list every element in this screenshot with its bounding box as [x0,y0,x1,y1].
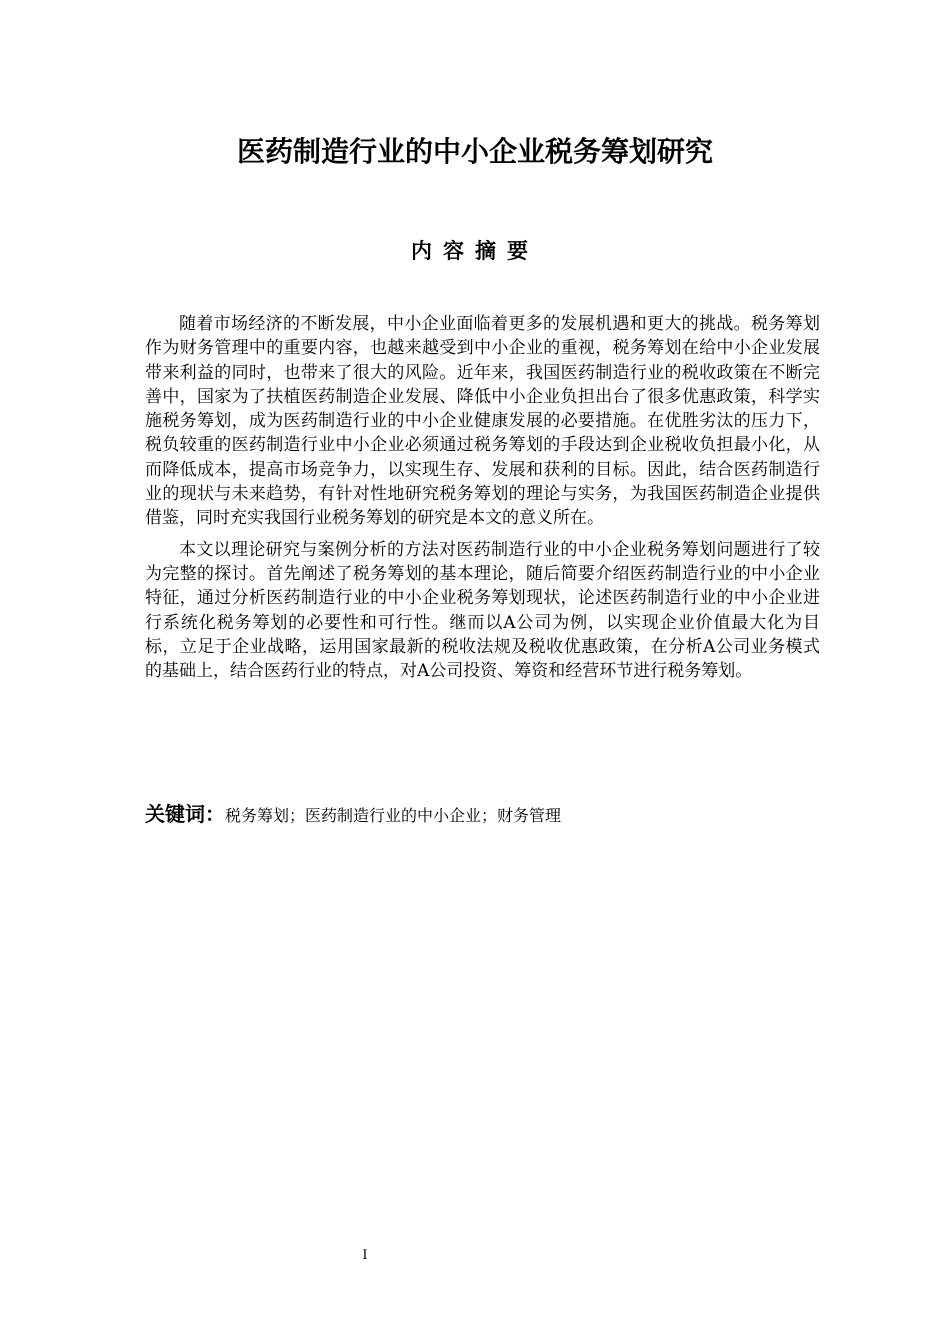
document-title: 医药制造行业的中小企业税务筹划研究 [236,135,713,168]
keywords-value: 税务筹划；医药制造行业的中小企业；财务管理 [225,806,562,825]
abstract-paragraph-2: 本文以理论研究与案例分析的方法对医药制造行业的中小企业税务筹划问题进行了较为完整的探讨。首先阐述了税务筹划的基本理论，随后简要介绍医药制造行业的中小企业特征，通过分析医药制造行业的中小企业税务筹划现状，论述医药制造行业的中小企业进行系统化税务筹划的必要性和可行性。继而以A公司为例，以实现企业价值最大化为目标，立足于企业战略，运用国家最新的税收法规及税收优惠政策，在分析A公司业务模式的基础上，结合医药行业的特点，对A公司投资、筹资和经营环节进行税务筹划。 [145,539,820,682]
abstract-body [145,312,820,690]
keywords-label: 关键词： [145,802,225,826]
abstract-paragraph-1: 随着市场经济的不断发展，中小企业面临着更多的发展机遇和更大的挑战。税务筹划作为财务管理中的重要内容，也越来越受到中小企业的重视，税务筹划在给中小企业发展带来利益的同时，也带来了很大的风险。近年来，我国医药制造行业的税收政策在不断完善中，国家为了扶植医药制造企业发展、降低中小企业负担出台了很多优惠政策，科学实施税务筹划，成为医药制造行业的中小企业健康发展的必要措施。在优胜劣汰的压力下，税负较重的医药制造行业中小企业必须通过税务筹划的手段达到企业税收负担最小化，从而降低成本，提高市场竞争力，以实现生存、发展和获利的目标。因此，结合医药制造行业的现状与未来趋势，有针对性地研究税务筹划的理论与实务，为我国医药制造企业提供借鉴，同时充实我国行业税务筹划的研究是本文的意义所在。 [145,314,820,529]
page-number: I [362,1248,368,1263]
keywords-line [145,800,820,830]
abstract-heading: 内容摘要 [411,239,539,263]
